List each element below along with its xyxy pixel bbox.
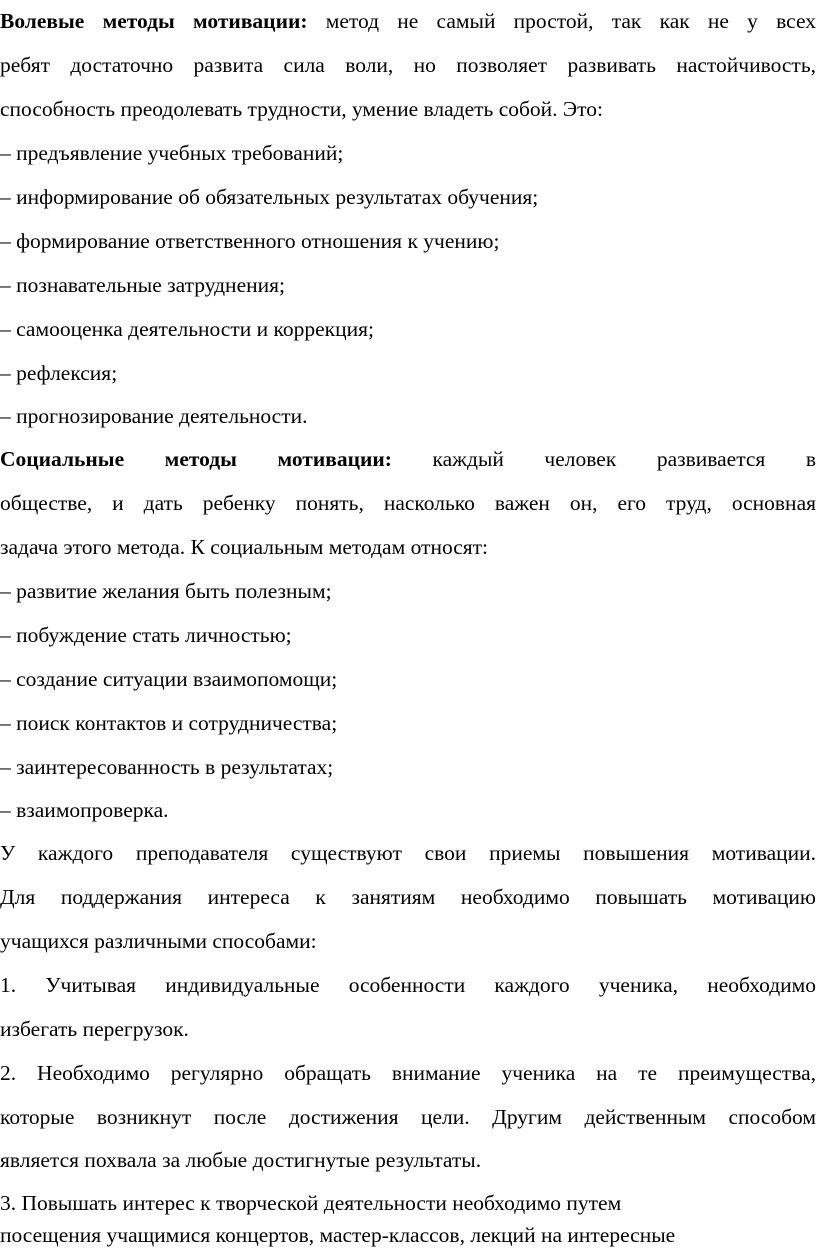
list-item: – создание ситуации взаимопомощи; bbox=[0, 667, 338, 691]
paragraph-line: Для поддержания интереса к занятиям необходимо повышать мотивацию bbox=[0, 885, 816, 909]
list-item: – поиск контактов и сотрудничества; bbox=[0, 711, 338, 735]
list-item: – формирование ответственного отношения к учению; bbox=[0, 229, 500, 253]
list-item: – познавательные затруднения; bbox=[0, 273, 285, 297]
point-3-line-1: 3. Повышать интерес к творческой деятельности необходимо путем bbox=[0, 1191, 622, 1215]
point-2-line-1: 2. Необходимо регулярно обращать внимание ученика на те преимущества, bbox=[0, 1061, 816, 1085]
list-item: – самооценка деятельности и коррекция; bbox=[0, 317, 374, 341]
point-1-line-2: избегать перегрузок. bbox=[0, 1017, 189, 1041]
point-2-line-3: является похвала за любые достигнутые результаты. bbox=[0, 1148, 482, 1172]
volitional-methods-line-3: способность преодолевать трудности, умение владеть собой. Это: bbox=[0, 97, 603, 121]
social-methods-line-2: обществе, и дать ребенку понять, насколько важен он, его труд, основная bbox=[0, 491, 816, 515]
list-item: – предъявление учебных требований; bbox=[0, 141, 344, 165]
social-methods-line-1: Социальные методы мотивации: каждый человек развивается в bbox=[0, 447, 816, 471]
volitional-methods-line-1: Волевые методы мотивации: метод не самый простой, так как не у всех bbox=[0, 9, 816, 33]
list-item: – развитие желания быть полезным; bbox=[0, 579, 332, 603]
list-item: – побуждение стать личностью; bbox=[0, 623, 292, 647]
social-methods-heading: Социальные методы мотивации: bbox=[0, 447, 392, 471]
volitional-methods-line-2: ребят достаточно развита сила воли, но позволяет развивать настойчивость, bbox=[0, 53, 816, 77]
paragraph-line: учащихся различными способами: bbox=[0, 929, 317, 953]
list-item: – прогнозирование деятельности. bbox=[0, 404, 308, 428]
volitional-methods-heading: Волевые методы мотивации: bbox=[0, 9, 308, 33]
point-1-line-1: 1. Учитывая индивидуальные особенности каждого ученика, необходимо bbox=[0, 973, 816, 997]
list-item: – рефлексия; bbox=[0, 361, 118, 385]
social-methods-line-3: задача этого метода. К социальным методам относят: bbox=[0, 535, 489, 559]
point-2-line-2: которые возникнут после достижения цели. Другим действенным способом bbox=[0, 1105, 816, 1129]
point-3-line-2: посещения учащимися концертов, мастер-классов, лекций на интересные bbox=[0, 1223, 676, 1247]
paragraph-line: У каждого преподавателя существуют свои приемы повышения мотивации. bbox=[0, 841, 816, 865]
list-item: – взаимопроверка. bbox=[0, 798, 169, 822]
list-item: – информирование об обязательных результатах обучения; bbox=[0, 185, 539, 209]
list-item: – заинтересованность в результатах; bbox=[0, 755, 334, 779]
